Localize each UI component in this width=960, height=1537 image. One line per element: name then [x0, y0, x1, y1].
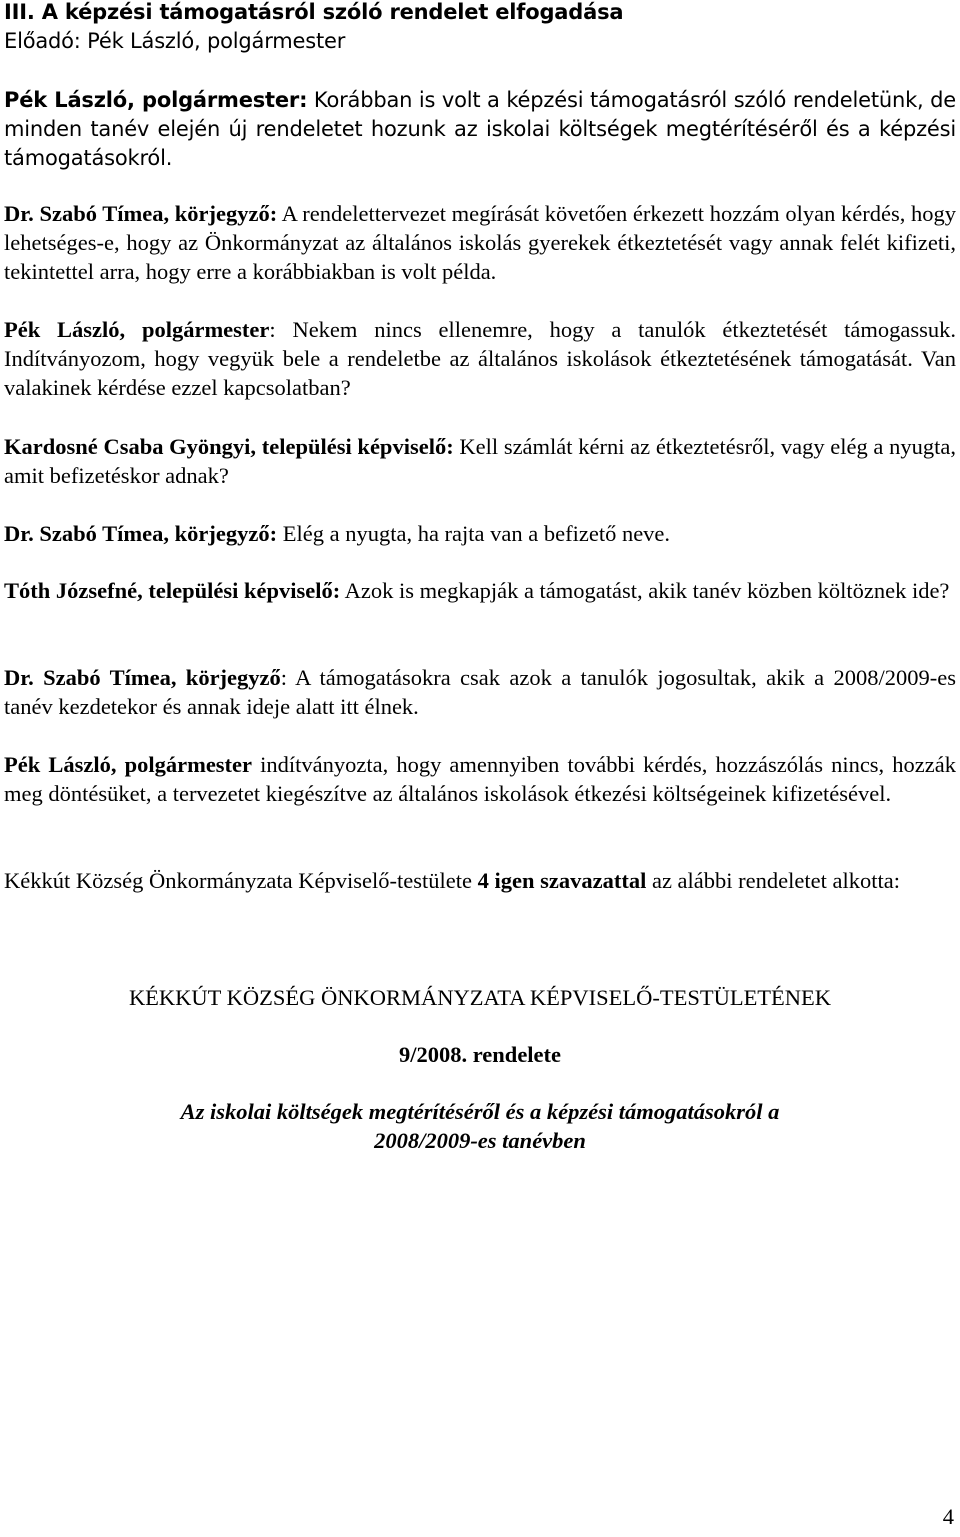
paragraph-5: [4, 519, 956, 548]
paragraph-6: [4, 576, 956, 605]
vote-text-before: Kékkút Község Önkormányzata Képviselő-testülete: [4, 868, 478, 893]
speaker-name: Tóth Józsefné, települési képviselő:: [4, 578, 341, 603]
speaker-name: Kardosné Csaba Gyöngyi, települési képviselő:: [4, 434, 454, 459]
speaker-name: Pék László, polgármester: [4, 752, 253, 777]
speaker-name: Dr. Szabó Tímea, körjegyző:: [4, 201, 278, 226]
decree-subject-line-2: 2008/2009-es tanévben: [374, 1128, 586, 1153]
paragraph-text: A rendelettervezet megírását követően érkezett hozzám olyan kérdés, hogy lehetséges-e, hogy az Önkormányzat az általános iskolás gyerekek étkeztetését vagy annak felét kifizeti, tekintettel arra, hogy erre a korábbiakban is volt példa.: [4, 201, 956, 284]
vote-count: 4 igen szavazattal: [477, 868, 647, 893]
vote-text-after: az alábbi rendeletet alkotta:: [646, 868, 900, 893]
decree-subject: [0, 1097, 960, 1155]
paragraph-text: Elég a nyugta, ha rajta van a befizető neve.: [277, 521, 671, 546]
speaker-name: Pék László, polgármester: [4, 317, 270, 342]
decree-body-title: KÉKKÚT KÖZSÉG ÖNKORMÁNYZATA KÉPVISELŐ-TESTÜLETÉNEK: [128, 985, 832, 1010]
agenda-title: III. A képzési támogatásról szóló rendelet elfogadása: [4, 0, 624, 24]
paragraph-3: [4, 315, 956, 402]
paragraph-text: : Nekem nincs ellenemre, hogy a tanulók étkeztetését támogassuk. Indítványozom, hogy vegyük bele a rendeletbe az általános iskolások étkeztetésének támogatását. Van valakinek kérdése ezzel kapcsolatban?: [4, 317, 956, 400]
speaker-name: Dr. Szabó Tímea, körjegyző:: [4, 521, 278, 546]
paragraph-text: : A támogatásokra csak azok a tanulók jogosultak, akik a 2008/2009-es tanév kezdetekor és annak ideje alatt itt élnek.: [4, 665, 956, 719]
page-number: 4: [942, 1504, 954, 1529]
paragraph-text: indítványozta, hogy amennyiben további kérdés, hozzászólás nincs, hozzák meg döntésüket, a tervezetet kiegészítve az általános iskolások étkezési költségeinek kifizetésével.: [4, 752, 956, 806]
decree-subject-line-1: Az iskolai költségek megtérítéséről és a képzési támogatásokról a: [180, 1099, 780, 1124]
paragraph-text: Kell számlát kérni az étkeztetésről, vagy elég a nyugta, amit befizetéskor adnak?: [4, 434, 956, 488]
paragraph-text: Azok is megkapják a támogatást, akik tanév közben költöznek ide?: [340, 578, 950, 603]
paragraph-7: [4, 663, 956, 721]
vote-result: [4, 866, 956, 895]
decree-number: 9/2008. rendelete: [398, 1042, 562, 1067]
presenter-line: Előadó: Pék László, polgármester: [4, 29, 346, 53]
speaker-name: Dr. Szabó Tímea, körjegyző: [4, 665, 281, 690]
paragraph-8: [4, 750, 956, 808]
paragraph-2: [4, 199, 956, 286]
speaker-name: Pék László, polgármester:: [4, 88, 308, 112]
paragraph-text: Korábban is volt a képzési támogatásról szóló rendeletünk, de minden tanév elején új rendeletet hozunk az iskolai költségek megtérítéséről és a képzési támogatásokról.: [4, 88, 956, 170]
paragraph-1: [4, 86, 956, 173]
paragraph-4: [4, 432, 956, 490]
agenda-heading: [4, 0, 956, 56]
